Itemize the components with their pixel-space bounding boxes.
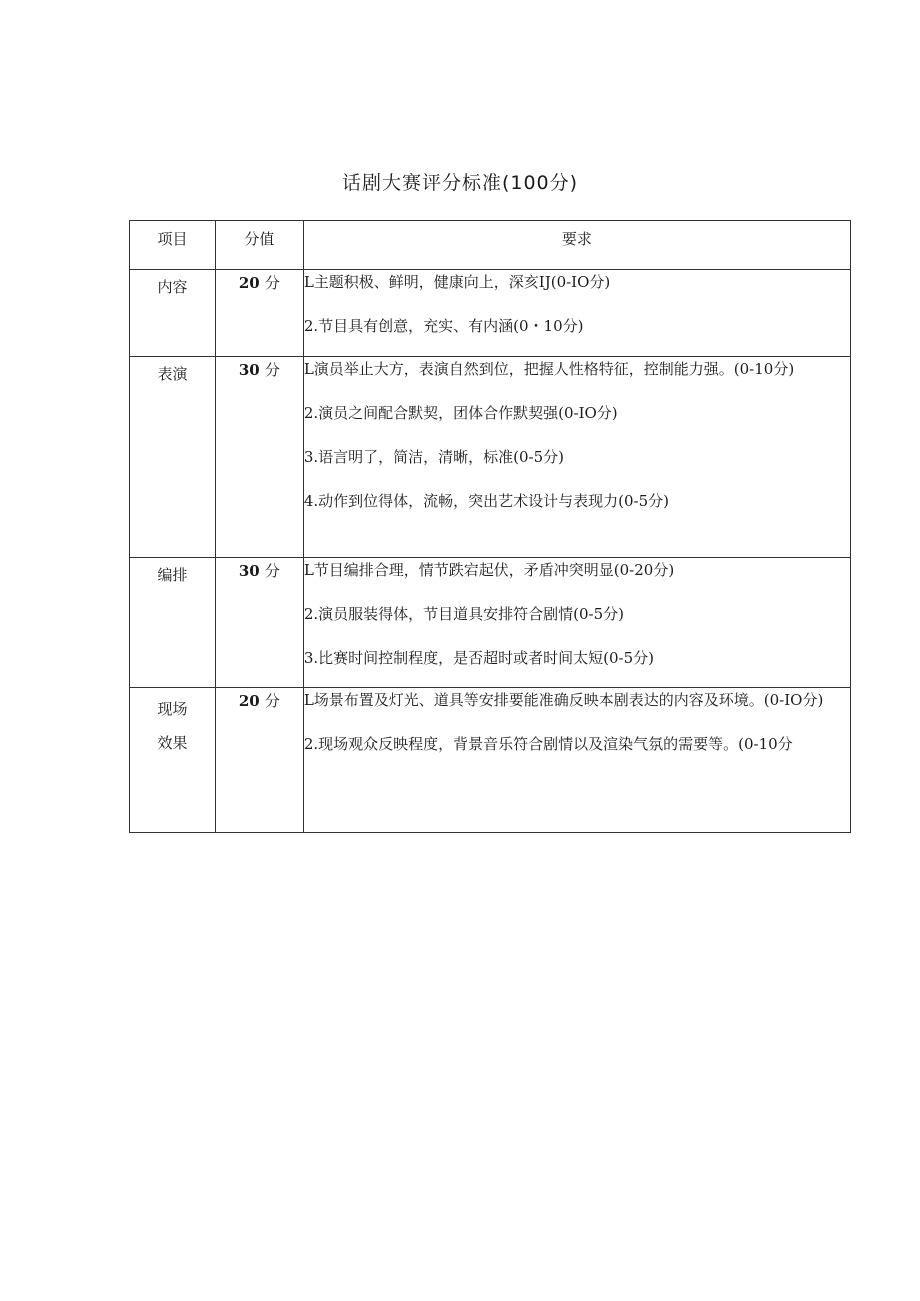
requirements-cell — [303, 688, 850, 833]
requirements-cell — [303, 270, 850, 357]
table-row-arrangement — [130, 558, 851, 688]
points-value: 30 — [238, 562, 260, 580]
page-title: 话剧大赛评分标准(100分) — [341, 172, 579, 194]
requirement-item: L节目编排合理，情节跌宕起伏，矛盾冲突明显(0-20分) — [303, 561, 675, 579]
points-unit: 分 — [264, 361, 280, 379]
requirement-item: 3.语言明了，简洁，清晰，标准(0-5分) — [303, 448, 564, 466]
category-cell: 现场效果 — [130, 688, 216, 833]
points-unit: 分 — [264, 692, 280, 710]
requirement-item: 2.节目具有创意，充实、有内涵(0・10分) — [303, 317, 584, 335]
header-item: 项目 — [130, 221, 216, 270]
requirement-item: L演员举止大方，表演自然到位，把握人性格特征，控制能力强。(0-10分) — [303, 360, 795, 378]
points-cell — [215, 270, 303, 357]
requirement-item: L场景布置及灯光、道具等安排要能准确反映本剧表达的内容及环境。(0-IO分) — [303, 691, 824, 709]
points-cell — [215, 558, 303, 688]
requirements-cell — [303, 558, 850, 688]
requirement-item: 2.演员之间配合默契，团体合作默契强(0-IO分) — [303, 404, 618, 422]
points-value: 20 — [238, 692, 260, 710]
points-value: 20 — [238, 274, 260, 292]
header-score: 分值 — [215, 221, 303, 270]
requirement-item: 2.演员服装得体，节目道具安排符合剧情(0-5分) — [303, 605, 624, 623]
category-cell: 编排 — [130, 558, 216, 688]
table-header-row — [130, 221, 851, 270]
requirement-item: 2.现场观众反映程度，背景音乐符合剧情以及渲染气氛的需要等。(0-10分 — [303, 735, 793, 753]
requirements-cell — [303, 357, 850, 558]
points-value: 30 — [238, 361, 260, 379]
table-row-content — [130, 270, 851, 357]
category-cell: 内容 — [130, 270, 216, 357]
requirement-item: L主题积极、鲜明，健康向上，深亥IJ(0-IO分) — [303, 273, 611, 291]
header-requirements: 要求 — [303, 221, 850, 270]
points-unit: 分 — [264, 562, 280, 580]
points-cell — [215, 357, 303, 558]
category-cell: 表演 — [130, 357, 216, 558]
points-unit: 分 — [264, 274, 280, 292]
points-cell — [215, 688, 303, 833]
requirement-item: 3.比赛时间控制程度，是否超时或者时间太短(0-5分) — [303, 649, 654, 667]
table-row-performance — [130, 357, 851, 558]
table-row-live-effect — [130, 688, 851, 833]
scoring-table — [129, 220, 851, 833]
requirement-item: 4.动作到位得体，流畅，突出艺术设计与表现力(0-5分) — [303, 492, 669, 510]
